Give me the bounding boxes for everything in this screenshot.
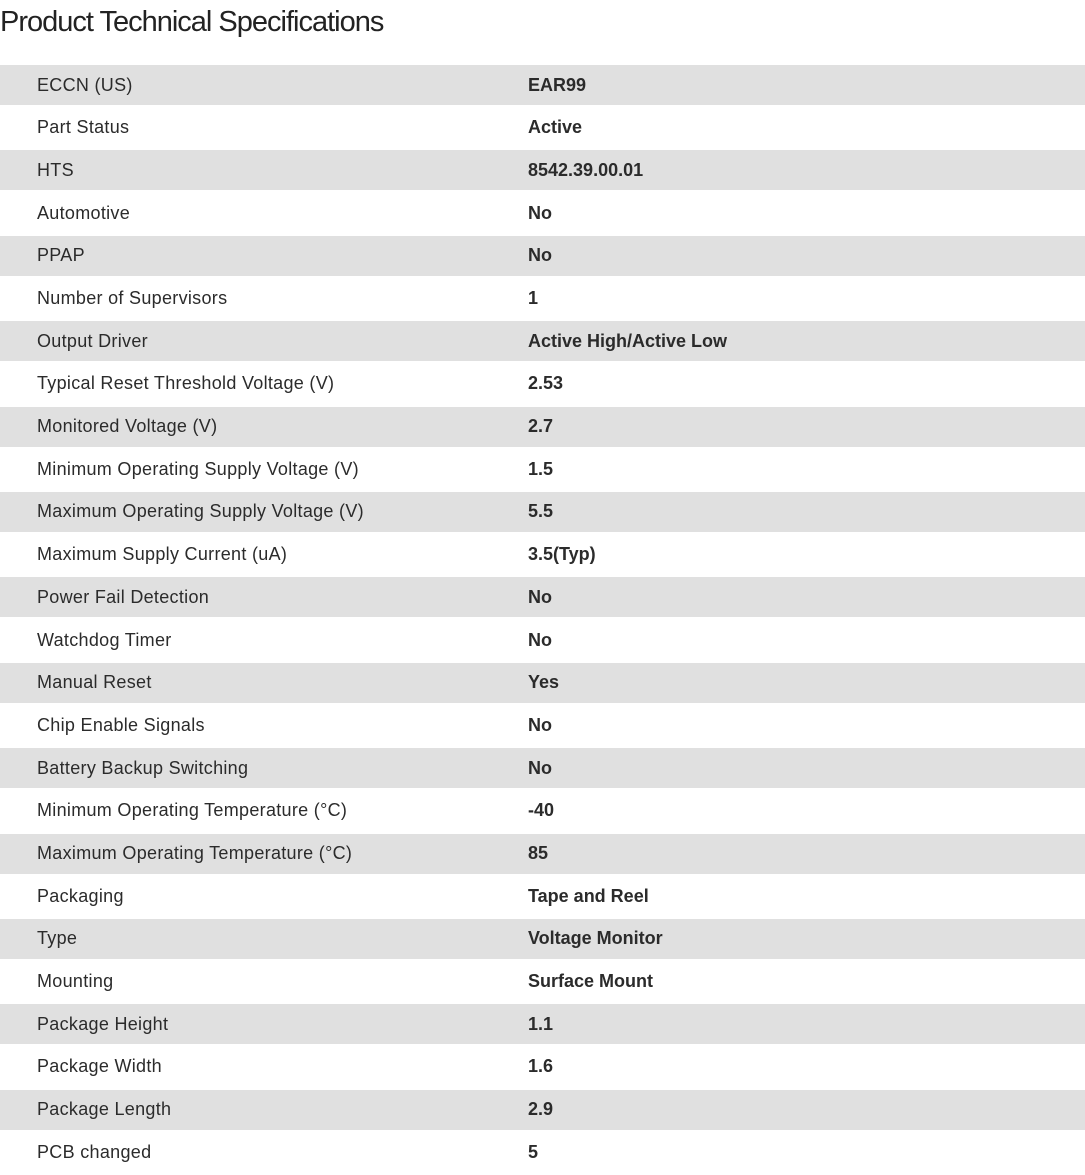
spec-value: No: [528, 245, 552, 266]
table-row: [0, 447, 1085, 492]
table-row: [0, 1004, 1085, 1044]
spec-label: Type: [37, 928, 78, 949]
table-row: [0, 276, 1085, 321]
page-title: Product Technical Specifications: [0, 6, 384, 38]
spec-label: Automotive: [37, 202, 131, 223]
spec-value: 85: [528, 843, 549, 864]
spec-label: Part Status: [37, 117, 130, 138]
spec-value: Voltage Monitor: [528, 928, 663, 949]
table-row: [0, 407, 1085, 447]
table-row: [0, 919, 1085, 959]
spec-label: Number of Supervisors: [37, 287, 228, 308]
table-row: [0, 959, 1085, 1004]
table-row: [0, 617, 1085, 662]
spec-value: 5: [528, 1141, 539, 1162]
spec-value: EAR99: [528, 74, 587, 95]
table-row: [0, 321, 1085, 361]
spec-value: No: [528, 202, 552, 223]
table-row: [0, 65, 1085, 105]
spec-value: No: [528, 629, 552, 650]
spec-value: 2.53: [528, 373, 564, 394]
table-row: [0, 703, 1085, 748]
spec-value: No: [528, 757, 552, 778]
table-row: [0, 874, 1085, 919]
table-row: [0, 105, 1085, 150]
table-row: [0, 577, 1085, 617]
spec-value: 8542.39.00.01: [528, 159, 644, 180]
spec-value: 2.9: [528, 1099, 554, 1120]
spec-label: PPAP: [37, 245, 85, 266]
table-row: [0, 1130, 1085, 1175]
spec-label: Packaging: [37, 885, 124, 906]
spec-label: Monitored Voltage (V): [37, 416, 218, 437]
spec-table: [0, 65, 1085, 1175]
spec-label: Typical Reset Threshold Voltage (V): [37, 373, 335, 394]
spec-label: Maximum Operating Supply Voltage (V): [37, 501, 364, 522]
table-row: [0, 788, 1085, 833]
spec-label: Maximum Operating Temperature (°C): [37, 843, 353, 864]
table-row: [0, 361, 1085, 406]
spec-value: Tape and Reel: [528, 885, 649, 906]
spec-label: ECCN (US): [37, 74, 133, 95]
spec-label: Output Driver: [37, 330, 148, 351]
spec-value: 1: [528, 287, 539, 308]
table-row: [0, 150, 1085, 190]
spec-label: Package Width: [37, 1056, 162, 1077]
spec-label: Minimum Operating Supply Voltage (V): [37, 458, 359, 479]
spec-value: No: [528, 714, 552, 735]
spec-value: Surface Mount: [528, 971, 654, 992]
spec-value: 1.1: [528, 1013, 554, 1034]
spec-value: 1.6: [528, 1056, 554, 1077]
spec-value: Yes: [528, 672, 560, 693]
table-row: [0, 834, 1085, 874]
table-row: [0, 1090, 1085, 1130]
table-row: [0, 492, 1085, 532]
table-row: [0, 236, 1085, 276]
spec-value: No: [528, 586, 552, 607]
table-row: [0, 1044, 1085, 1089]
spec-value: 5.5: [528, 501, 554, 522]
spec-value: Active: [528, 117, 583, 138]
spec-label: Mounting: [37, 971, 114, 992]
spec-label: PCB changed: [37, 1141, 152, 1162]
spec-label: Minimum Operating Temperature (°C): [37, 800, 348, 821]
spec-label: Package Height: [37, 1013, 169, 1034]
spec-value: Active High/Active Low: [528, 330, 728, 351]
spec-label: Chip Enable Signals: [37, 714, 205, 735]
spec-value: 2.7: [528, 416, 554, 437]
spec-label: Watchdog Timer: [37, 629, 172, 650]
spec-value: 3.5(Typ): [528, 544, 596, 565]
spec-label: Maximum Supply Current (uA): [37, 544, 288, 565]
table-row: [0, 748, 1085, 788]
table-row: [0, 663, 1085, 703]
spec-label: HTS: [37, 159, 74, 180]
spec-label: Battery Backup Switching: [37, 757, 249, 778]
table-row: [0, 190, 1085, 235]
spec-label: Package Length: [37, 1099, 172, 1120]
spec-label: Power Fail Detection: [37, 586, 210, 607]
spec-label: Manual Reset: [37, 672, 152, 693]
table-row: [0, 532, 1085, 577]
spec-value: 1.5: [528, 458, 554, 479]
spec-value: -40: [528, 800, 555, 821]
